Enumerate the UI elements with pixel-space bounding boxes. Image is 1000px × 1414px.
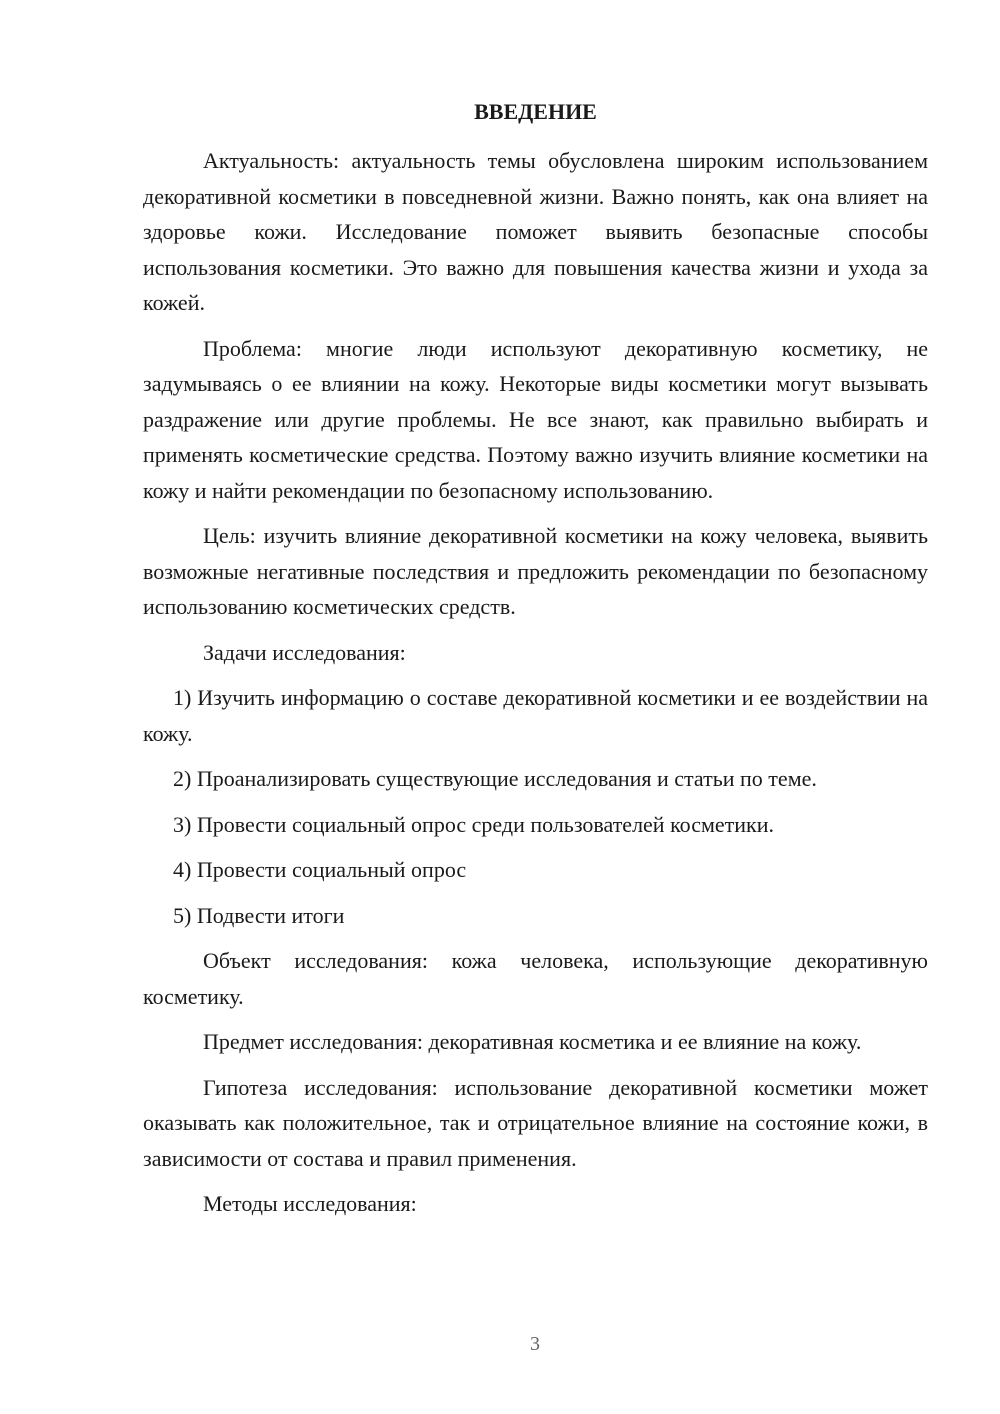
paragraph-goal: Цель: изучить влияние декоративной косметики на кожу человека, выявить возможные негативные последствия и предложить рекомендации по безопасному использованию косметических средств. [143,523,928,619]
task-item-2: 2) Проанализировать существующие исследования и статьи по теме. [173,766,817,791]
paragraph-hypothesis: Гипотеза исследования: использование декоративной косметики может оказывать как положительное, так и отрицательное влияние на состояние кожи, в зависимости от состава и правил применения. [143,1074,928,1171]
task-item-4: 4) Провести социальный опрос [173,857,467,882]
paragraph-methods: Методы исследования: [203,1191,417,1216]
page-number: 3 [530,1333,540,1355]
paragraph-relevance: Актуальность: актуальность темы обусловлена широким использованием декоративной косметики в повседневной жизни. Важно понять, как она влияет на здоровье кожи. Исследование поможет выявить безопасные способы использования косметики. Это важно для повышения качества жизни и ухода за кожей. [143,148,928,315]
document-body [143,143,928,1232]
task-item-3: 3) Провести социальный опрос среди пользователей косметики. [173,811,775,837]
paragraph-problem: Проблема: многие люди используют декоративную косметику, не задумываясь о ее влиянии на кожу. Некоторые виды косметики могут вызывать раздражение или другие проблемы. Не все знают, как правильно выбирать и применять косметические средства. Поэтому важно изучить влияние косметики на кожу и найти рекомендации по безопасному использованию. [143,335,928,503]
tasks-heading: Задачи исследования: [203,639,406,665]
paragraph-object: Объект исследования: кожа человека, использующие декоративную косметику. [143,948,928,1009]
paragraph-subject: Предмет исследования: декоративная косметика и ее влияние на кожу. [203,1029,862,1054]
section-title: ВВЕДЕНИЕ [474,99,597,124]
task-item-5: 5) Подвести итоги [173,902,345,928]
task-item-1: 1) Изучить информацию о составе декоративной косметики и ее воздействии на кожу. [143,685,928,746]
